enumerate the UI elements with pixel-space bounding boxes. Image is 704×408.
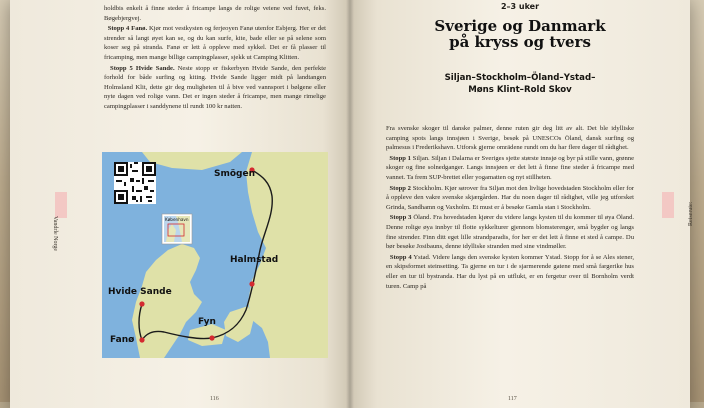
paragraph: Stopp 3 Öland. Fra hovedstaden kjører du videre langs kysten til du kommer til øya Öland. Denne rolige øya innbyr til flotte sykkelturer gjennom blomsterenger, små bygder og langs fine strender. Finn ditt eget lille strandparadis, for her er det lett å finne et sted å campe. Du bør besøke Josibauns, denne idylliske stranden med sine vindmøller. xyxy=(386,214,635,251)
stop-marker-hvide-sande xyxy=(139,301,144,306)
map-label-halmstad: Halmstad xyxy=(230,255,279,265)
right-page xyxy=(350,0,694,408)
article-title: Sverige og Danmark på kryss og tvers xyxy=(434,17,606,51)
left-page-number: 116 xyxy=(210,396,219,402)
inset-label: København xyxy=(165,217,189,222)
paragraph: holdbis enkelt å finne steder å fricampe langs de rolige veiene ved fuvet, feks. Bøgebjergvej. xyxy=(104,5,326,22)
right-page-number: 117 xyxy=(508,396,517,402)
book-spine xyxy=(346,0,354,408)
qr-code[interactable] xyxy=(114,162,156,204)
paragraph: Stopp 4 Fanø. Kjør mot vestkysten og ferjeoyen Fanø utenfor Esbjerg. Her er det strender så langt øyet kan se, og du kan surfe, kite, bade eller se på selene som koser seg på stranda. Fanø er lett å oppleve med sykkel. Det er få plasser til fricamping, men mange billige campingplasser, sjekk ut Camping Klitten. xyxy=(104,25,326,61)
left-side-label: Vandrle Norge xyxy=(52,216,58,252)
left-tab-mark xyxy=(55,192,67,218)
stop-marker-fano xyxy=(139,337,144,342)
map-label-fano: Fanø xyxy=(110,335,135,345)
duration-kicker: 2–3 uker xyxy=(500,2,540,11)
open-book xyxy=(10,0,694,408)
paragraph: Fra svenske skoger til danske palmer, denne ruten gir deg litt av alt. Det ble idylliske camping spots langs innsjøen i Sverige, besøk på UNESCOs Öland, dansk surfing og palmesus i Frederikshavn. Utforsk gjerne omrädene rundt om du har flere dager til rådighet. xyxy=(386,125,634,152)
paragraph: Stopp 5 Hvide Sande. Neste stopp er fiskerbyen Hvide Sande, den perfekte forhold for både surfing og kiting. Hvide Sande ligger midt på landtangen Holmsland Klit, dette gir deg muligheten til å bive ved vannsport i bølgene eller nyte dagen ved rolige vann. Det er ingen steder å fricampe, men mange rimelige campingplasser i sanddynene til rundt 100 kr natten. xyxy=(104,64,327,110)
map-label-smogen: Smögen xyxy=(214,169,255,179)
route-subtitle: Siljan–Stockholm–Öland–Ystad– Møns Klint–Rold Skov xyxy=(444,73,596,95)
left-body-text xyxy=(104,4,326,113)
stop-marker-halmstad xyxy=(249,281,254,286)
right-tab-mark xyxy=(662,192,674,218)
map-label-hvide-sande: Hvide Sande xyxy=(108,287,172,297)
paragraph: Stopp 4 Ystad. Videre langs den svenske kysten kommer Ystad. Stopp for å se Ales stener, en skipsformet steinsetting. Ta gjerne en tur i de sjarmerende gatene med små fargerike hus eller en tur til bystranda. Har du lyst på en utflukt, er en fergetur over til Bornholm verdt turen. Camp på xyxy=(386,253,634,290)
paragraph: Stopp 2 Stockholm. Kjør sørover fra Siljan mot den livlige hovedstaden Stockholm eller for å oppleve den vakre svenske skjærgården. Har du noen dager til rådighet, ville jeg utforsket Grinda, Sandhamn og Vaxholm. Et must er å besøke Gamla stan i Stockholm. xyxy=(386,184,634,211)
right-side-label: Reiserute: xyxy=(688,201,694,226)
stop-marker-fyn xyxy=(209,335,214,340)
right-body-text xyxy=(386,124,634,292)
inset-map xyxy=(162,214,192,244)
left-page xyxy=(10,0,350,408)
map-label-fyn: Fyn xyxy=(198,317,216,327)
paragraph: Stopp 1 Siljan. Siljan i Dalarna er Sveriges sjette største innsjø og byr på stille vann, grønne skoger og fine solnedganger. Langs innsjøen er det lett å finne fine steder å fricampe med vannet. Ta frem SUP-brettet eller yogamatten og nyt stillheten. xyxy=(386,154,635,181)
